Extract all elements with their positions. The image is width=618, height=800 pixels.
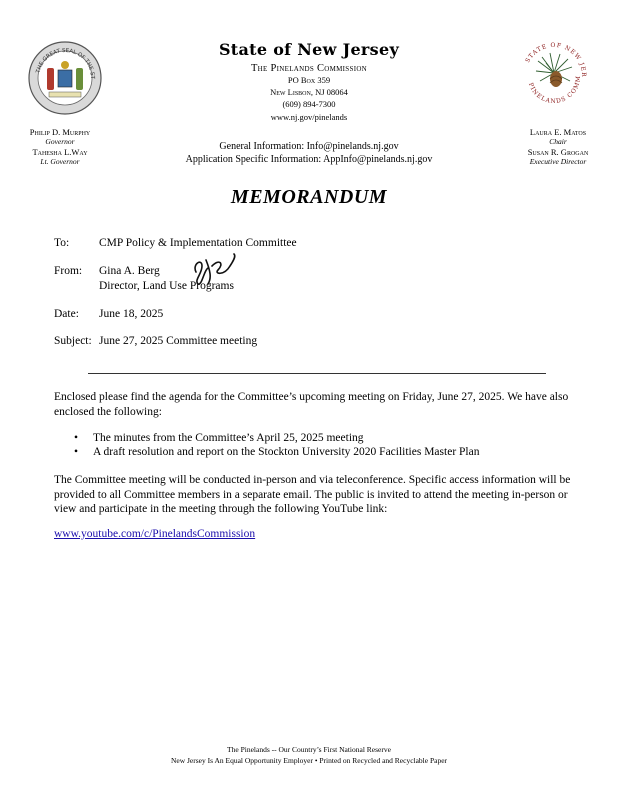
to-label: To: [54, 237, 70, 249]
from-title: Director, Land Use Programs [99, 280, 234, 292]
official-name: Tahesha L.Way [32, 147, 88, 157]
list-item-text: A draft resolution and report on the Stockton University 2020 Facilities Master Plan [93, 446, 480, 458]
official-role: Governor [45, 137, 75, 146]
intro-paragraph: Enclosed please find the agenda for the Committee’s upcoming meeting on Friday, June 27, 2025. We have also enclosed the following: [54, 391, 569, 418]
meeting-info-paragraph: The Committee meeting will be conducted in-person and via teleconference. Specific access information will be provided to all Committee members in a separate email. The public is invited to attend the meeting in-person or view and participate in the meeting through the following YouTube link: [54, 474, 571, 515]
official-role: Chair [549, 137, 567, 146]
list-item [54, 431, 479, 445]
official-role: Lt. Governor [40, 157, 80, 166]
official-name: Philip D. Murphy [29, 127, 91, 137]
svg-text:PINELANDS COMMISSION: PINELANDS COMM [526, 74, 583, 106]
bullet-icon: • [74, 446, 79, 458]
list-item-text: The minutes from the Committee’s April 25, 2025 meeting [93, 432, 364, 444]
bullet-icon: • [74, 432, 79, 444]
date-value: June 18, 2025 [99, 308, 164, 320]
enclosure-list [54, 431, 479, 459]
application-info-email: Application Specific Information: AppInfo@pinelands.nj.gov [185, 154, 433, 165]
general-info-email: General Information: Info@pinelands.nj.gov [219, 141, 399, 152]
signature-initials [190, 250, 238, 288]
youtube-link[interactable]: www.youtube.com/c/PinelandsCommission [54, 528, 256, 540]
commission-name: The Pinelands Commission [250, 63, 368, 74]
official-role: Executive Director [529, 157, 587, 166]
state-title: State of New Jersey [218, 40, 400, 59]
footer-tagline: The Pinelands -- Our Country’s First National Reserve [227, 745, 391, 754]
svg-text:STATE OF NEW JERSEY: STATE OF NEW JER [524, 41, 588, 78]
official-name: Susan R. Grogan [527, 147, 589, 157]
list-item [54, 445, 479, 459]
divider [88, 373, 546, 374]
subject-label: Subject: [54, 335, 92, 347]
from-name: Gina A. Berg [99, 265, 160, 277]
po-box: PO Box 359 [287, 75, 331, 85]
phone-number: (609) 894-7300 [282, 99, 336, 109]
date-label: Date: [54, 308, 79, 320]
svg-text:THE GREAT SEAL OF THE STATE OF: THE GREAT SEAL OF THE ST [35, 47, 96, 79]
from-label: From: [54, 265, 83, 277]
website: www.nj.gov/pinelands [270, 112, 348, 122]
memo-title: MEMORANDUM [230, 186, 388, 208]
to-value: CMP Policy & Implementation Committee [99, 237, 297, 249]
subject-value: June 27, 2025 Committee meeting [99, 335, 258, 347]
town-address: New Lisbon, NJ 08064 [270, 87, 348, 97]
official-name: Laura E. Matos [529, 127, 587, 137]
footer-employer-note: New Jersey Is An Equal Opportunity Employer • Printed on Recycled and Recyclable Paper [170, 756, 448, 765]
